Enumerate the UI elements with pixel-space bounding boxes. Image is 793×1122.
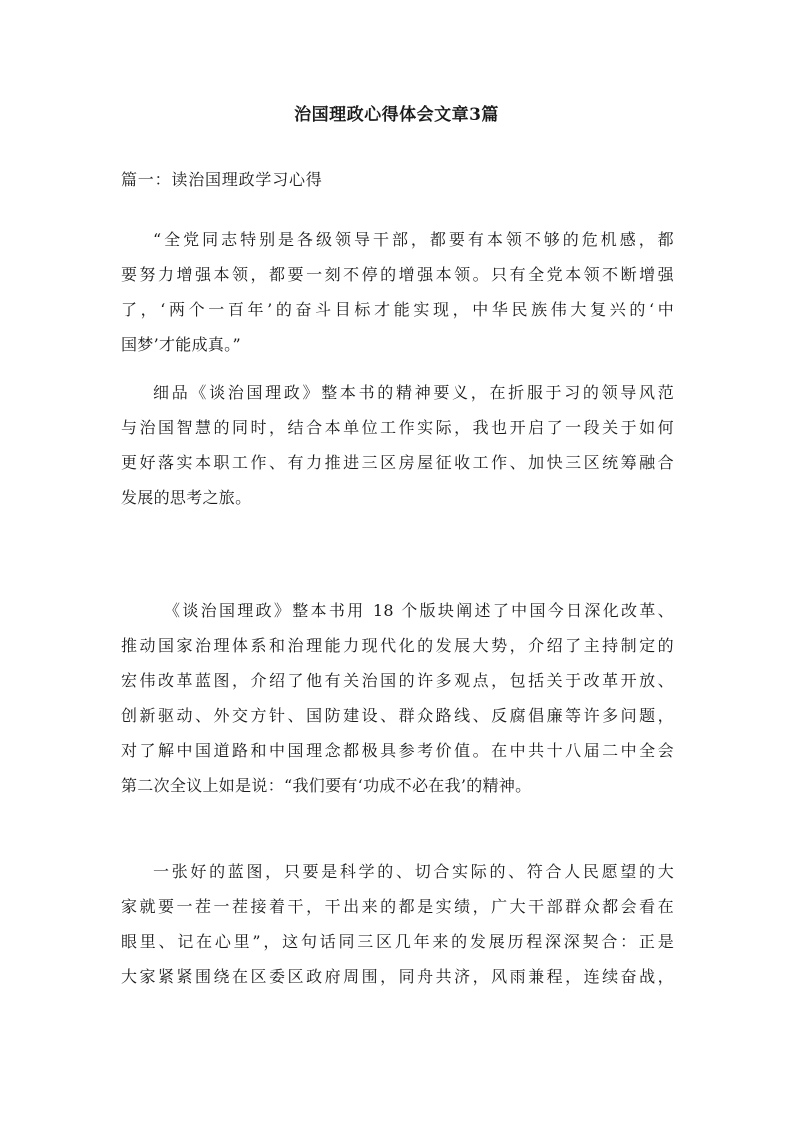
paragraph-line: 家就要一茬一茬接着干，干出来的都是实绩，广大干部群众都会看在 xyxy=(121,897,674,916)
paragraph-line: 宏伟改革蓝图，介绍了他有关治国的许多观点，包括关于改革开放、 xyxy=(121,671,674,690)
paragraph-line: 国梦’才能成真。” xyxy=(121,335,241,354)
paragraph-line: 大家紧紧围绕在区委区政府周围，同舟共济，风雨兼程，连续奋战， xyxy=(121,967,674,986)
paragraph-line: 第二次全议上如是说：“我们要有‘功成不必在我’的精神。 xyxy=(121,776,532,795)
paragraph-line: 要努力增强本领，都要一刻不停的增强本领。只有全党本领不断增强 xyxy=(121,265,674,284)
paragraph-line: 细品《谈治国理政》整本书的精神要义，在折服于习的领导风范 xyxy=(153,383,674,402)
paragraph-line: 与治国智慧的同时，结合本单位工作实际，我也开启了一段关于如何 xyxy=(121,418,674,437)
paragraph-4 xyxy=(121,854,674,994)
paragraph-line: “全党同志特别是各级领导干部，都要有本领不够的危机感，都 xyxy=(153,230,674,249)
paragraph-line: 一张好的蓝图，只要是科学的、切合实际的、符合人民愿望的大 xyxy=(153,862,674,881)
paragraph-2 xyxy=(121,375,674,515)
paragraph-line: 发展的思考之旅。 xyxy=(121,488,252,507)
paragraph-1 xyxy=(121,222,674,362)
paragraph-line: 眼里、记在心里”，这句话同三区几年来的发展历程深深契合：正是 xyxy=(121,932,674,951)
paragraph-line: 了，‘两个一百年’的奋斗目标才能实现，中华民族伟大复兴的‘中 xyxy=(121,300,674,319)
section-heading: 篇一：读治国理政学习心得 xyxy=(121,170,323,189)
paragraph-line: 《谈治国理政》整本书用 18 个版块阐述了中国今日深化改革、 xyxy=(164,601,674,620)
paragraph-line: 创新驱动、外交方针、国防建设、群众路线、反腐倡廉等许多问题， xyxy=(121,706,674,725)
paragraph-line: 更好落实本职工作、有力推进三区房屋征收工作、加快三区统筹融合 xyxy=(121,453,674,472)
paragraph-3 xyxy=(121,593,674,803)
paragraph-line: 对了解中国道路和中国理念都极具参考价值。在中共十八届二中全会 xyxy=(121,741,674,760)
paragraph-line: 推动国家治理体系和治理能力现代化的发展大势，介绍了主持制定的 xyxy=(121,636,674,655)
document-title: 治国理政心得体会文章3篇 xyxy=(294,105,499,125)
